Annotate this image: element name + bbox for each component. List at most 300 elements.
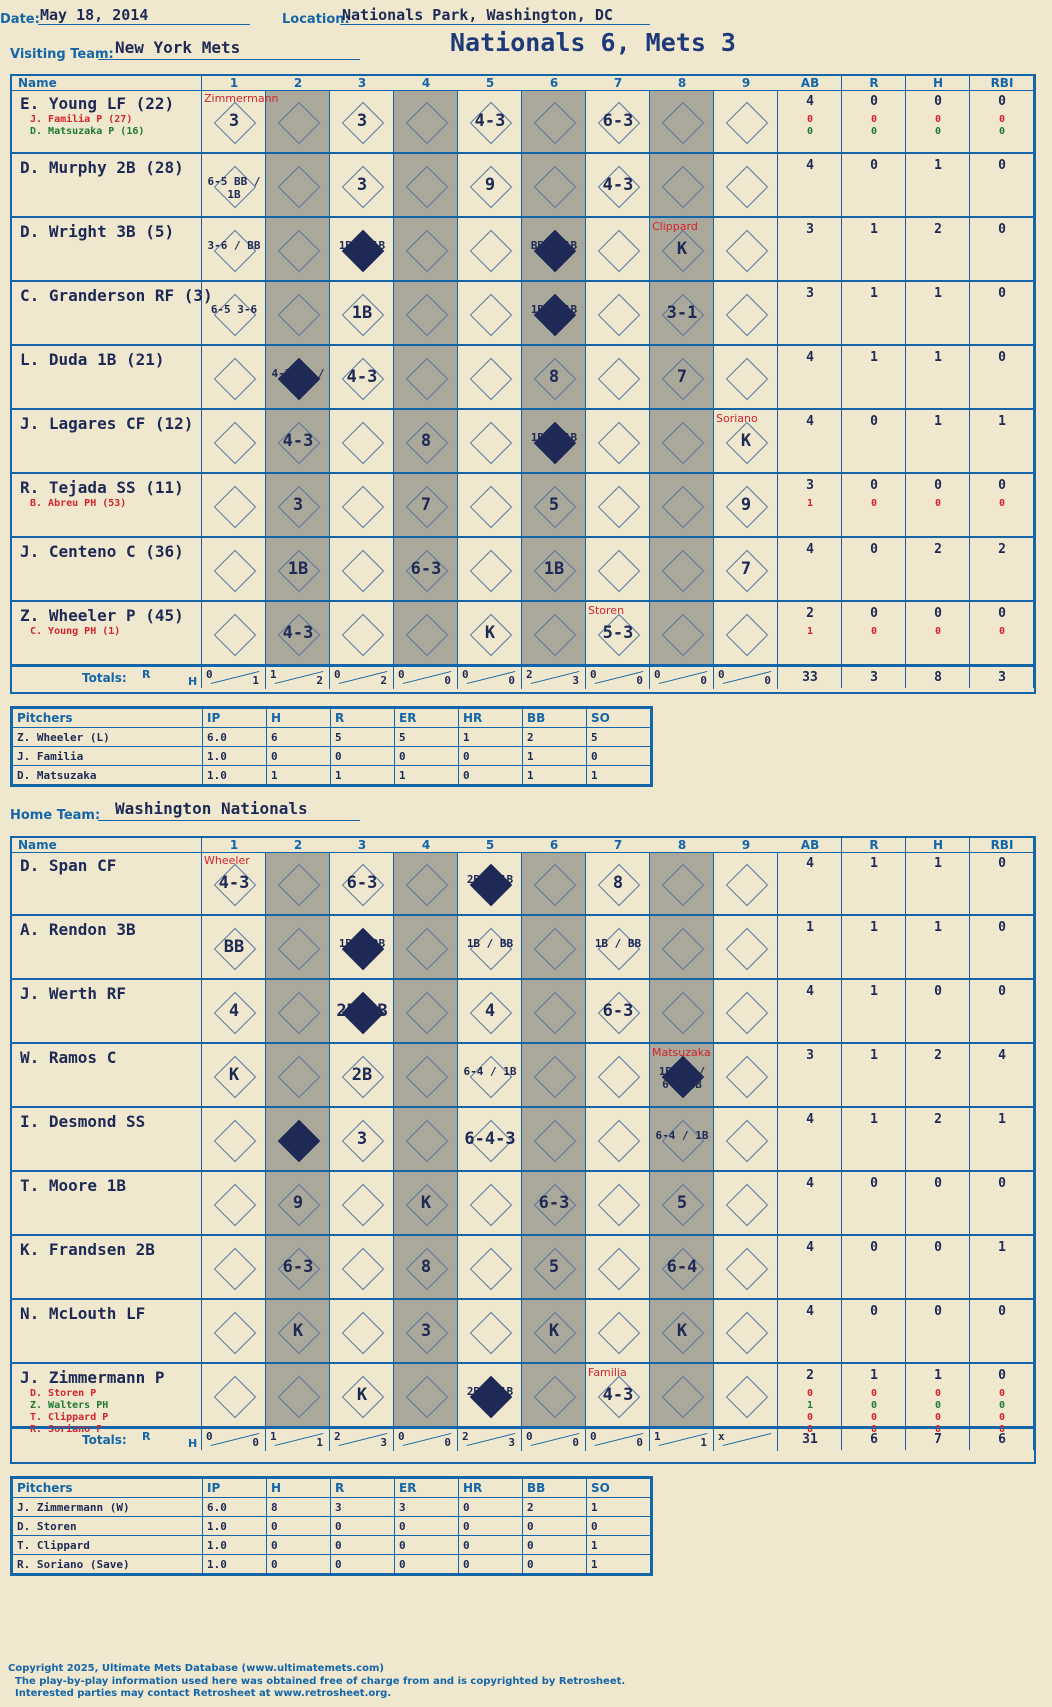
stat-r: 0 bbox=[870, 606, 878, 621]
home-scoresheet bbox=[10, 836, 1036, 1464]
inning-hits: 1 bbox=[316, 1436, 323, 1449]
base-diamond bbox=[470, 358, 512, 400]
base-diamond bbox=[470, 486, 512, 528]
substitute-stat: 0 bbox=[934, 1424, 942, 1435]
inning-hits: 3 bbox=[380, 1436, 387, 1449]
substitute-stat: 0 bbox=[934, 626, 942, 637]
inning-header-2: 2 bbox=[293, 838, 303, 852]
inning-runs: 0 bbox=[462, 668, 469, 681]
stat-r: 0 bbox=[870, 542, 878, 557]
stat-ab: 2 bbox=[806, 1368, 814, 1383]
play-result: 1B / BB bbox=[466, 937, 514, 950]
pitcher-stat: 0 bbox=[459, 766, 523, 785]
base-diamond bbox=[662, 422, 704, 464]
base-diamond bbox=[534, 928, 576, 970]
base-diamond bbox=[470, 294, 512, 336]
pitcher-row bbox=[13, 1555, 651, 1574]
retrosheet-contact-line: Interested parties may contact Retrosheet at www.retrosheet.org. bbox=[15, 1688, 392, 1699]
stat-ab: 3 bbox=[806, 478, 814, 493]
pitchers-header-r: R bbox=[331, 709, 395, 728]
base-diamond bbox=[662, 166, 704, 208]
base-diamond bbox=[278, 928, 320, 970]
pitcher-stat: 1 bbox=[587, 1555, 651, 1574]
stat-header-rbi: RBI bbox=[990, 76, 1014, 90]
substitute-name: J. Familia P (27) bbox=[30, 114, 133, 125]
base-diamond bbox=[726, 102, 768, 144]
pitcher-stat: 0 bbox=[459, 747, 523, 766]
inning-total bbox=[650, 667, 714, 689]
inning-hits: 0 bbox=[508, 674, 515, 687]
substitute-stat: 0 bbox=[934, 1412, 942, 1423]
play-result: 1B bbox=[543, 559, 565, 579]
home-team-value: Washington Nationals bbox=[115, 799, 308, 818]
base-diamond bbox=[534, 1376, 576, 1418]
pitcher-stat: 5 bbox=[331, 728, 395, 747]
play-result: 7 bbox=[740, 559, 752, 579]
substitute-stat: 0 bbox=[806, 1412, 814, 1423]
inning-total bbox=[522, 1429, 586, 1451]
pitcher-row bbox=[13, 766, 651, 785]
play-result: 3 bbox=[356, 111, 368, 131]
stat-r: 1 bbox=[870, 920, 878, 935]
play-result: 8 bbox=[420, 1257, 432, 1277]
inning-header-8: 8 bbox=[677, 76, 687, 90]
visiting-team-label: Visiting Team: bbox=[10, 47, 114, 62]
stat-rbi: 0 bbox=[998, 94, 1006, 109]
batter-row bbox=[12, 410, 1034, 474]
batter-row bbox=[12, 282, 1034, 346]
play-result: 1B bbox=[351, 303, 373, 323]
pitcher-stat: 0 bbox=[395, 1536, 459, 1555]
play-result: 4-3 2B / 1B bbox=[271, 367, 325, 393]
base-diamond bbox=[726, 230, 768, 272]
pitchers-header-pitchers: Pitchers bbox=[13, 709, 203, 728]
stat-h: 1 bbox=[934, 920, 942, 935]
pitcher-stat: 0 bbox=[331, 747, 395, 766]
play-result: 7 bbox=[420, 495, 432, 515]
inning-header-1: 1 bbox=[229, 76, 239, 90]
base-diamond bbox=[406, 358, 448, 400]
pitcher-name: J. Familia bbox=[13, 747, 203, 766]
base-diamond bbox=[726, 992, 768, 1034]
total-r: 6 bbox=[870, 1432, 878, 1447]
base-diamond bbox=[598, 1184, 640, 1226]
substitute-stat: 0 bbox=[870, 1400, 878, 1411]
base-diamond bbox=[342, 1312, 384, 1354]
base-diamond bbox=[214, 1248, 256, 1290]
play-result: 7 bbox=[676, 367, 688, 387]
inning-hits: 3 bbox=[508, 1436, 515, 1449]
inning-runs: 2 bbox=[462, 1430, 469, 1443]
batter-row bbox=[12, 916, 1034, 980]
substitute-stat: 0 bbox=[934, 498, 942, 509]
base-diamond bbox=[662, 102, 704, 144]
inning-total bbox=[586, 667, 650, 689]
base-diamond bbox=[726, 1248, 768, 1290]
pitchers-header-bb: BB bbox=[523, 1479, 587, 1498]
play-result: 4-3 bbox=[218, 873, 250, 893]
play-result: 6-3 bbox=[538, 1193, 570, 1213]
batter-row bbox=[12, 154, 1034, 218]
substitute-stat: 0 bbox=[806, 1388, 814, 1399]
pitcher-change-note: Storen bbox=[588, 604, 625, 617]
play-result: 5 bbox=[548, 495, 560, 515]
base-diamond bbox=[598, 1248, 640, 1290]
batter-row bbox=[12, 1108, 1034, 1172]
base-diamond bbox=[278, 1056, 320, 1098]
stat-header-r: R bbox=[869, 838, 879, 852]
inning-total bbox=[266, 1429, 330, 1451]
inning-runs: 0 bbox=[206, 1430, 213, 1443]
pitcher-stat: 1 bbox=[587, 766, 651, 785]
pitcher-stat: 1.0 bbox=[203, 1517, 267, 1536]
play-result: 3 bbox=[292, 495, 304, 515]
base-diamond bbox=[342, 614, 384, 656]
stat-r: 1 bbox=[870, 856, 878, 871]
batter-row bbox=[12, 980, 1034, 1044]
substitute-name: C. Young PH (1) bbox=[30, 626, 121, 637]
stat-ab: 4 bbox=[806, 984, 814, 999]
base-diamond bbox=[662, 1376, 704, 1418]
base-diamond bbox=[214, 1376, 256, 1418]
inning-total bbox=[202, 1429, 266, 1451]
pitcher-change-note: Soriano bbox=[716, 412, 758, 425]
name-header: Name bbox=[18, 838, 57, 852]
base-diamond bbox=[662, 614, 704, 656]
substitute-stat: 0 bbox=[998, 626, 1006, 637]
inning-runs: 0 bbox=[398, 668, 405, 681]
pitcher-change-note: Familia bbox=[588, 1366, 627, 1379]
pitcher-stat: 2 bbox=[523, 728, 587, 747]
batter-name: N. McLouth LF bbox=[20, 1304, 146, 1323]
batter-name: D. Span CF bbox=[20, 856, 117, 875]
stat-ab: 4 bbox=[806, 350, 814, 365]
visiting-underline bbox=[98, 59, 360, 60]
stat-ab: 4 bbox=[806, 94, 814, 109]
stat-h: 0 bbox=[934, 94, 942, 109]
inning-header-4: 4 bbox=[421, 838, 431, 852]
play-result: 3 bbox=[356, 175, 368, 195]
pitcher-stat: 5 bbox=[395, 728, 459, 747]
pitcher-stat: 0 bbox=[459, 1555, 523, 1574]
pitchers-grid bbox=[12, 1478, 651, 1574]
play-result: 4-3 bbox=[282, 431, 314, 451]
pitcher-row bbox=[13, 1536, 651, 1555]
inning-total bbox=[458, 1429, 522, 1451]
stat-r: 0 bbox=[870, 94, 878, 109]
base-diamond bbox=[406, 928, 448, 970]
base-diamond bbox=[726, 294, 768, 336]
base-diamond bbox=[534, 1120, 576, 1162]
stat-r: 1 bbox=[870, 222, 878, 237]
pitcher-stat: 0 bbox=[459, 1498, 523, 1517]
base-diamond bbox=[214, 1184, 256, 1226]
base-diamond bbox=[662, 992, 704, 1034]
stat-h: 0 bbox=[934, 1304, 942, 1319]
stat-ab: 2 bbox=[806, 606, 814, 621]
inning-runs: 0 bbox=[398, 1430, 405, 1443]
substitute-stat: 0 bbox=[806, 114, 814, 125]
substitute-stat: 0 bbox=[870, 1412, 878, 1423]
base-diamond bbox=[214, 422, 256, 464]
batter-name: K. Frandsen 2B bbox=[20, 1240, 155, 1259]
substitute-stat: 0 bbox=[806, 126, 814, 137]
pitcher-stat: 1 bbox=[267, 766, 331, 785]
pitcher-stat: 1 bbox=[587, 1498, 651, 1517]
stat-r: 0 bbox=[870, 478, 878, 493]
play-result: 6-3 bbox=[346, 873, 378, 893]
inning-total bbox=[202, 667, 266, 689]
stat-rbi: 0 bbox=[998, 1368, 1006, 1383]
stat-ab: 4 bbox=[806, 1112, 814, 1127]
base-diamond bbox=[278, 992, 320, 1034]
date-label: Date: bbox=[0, 12, 40, 27]
batter-name: J. Zimmermann P bbox=[20, 1368, 165, 1387]
base-diamond bbox=[598, 230, 640, 272]
stat-h: 1 bbox=[934, 286, 942, 301]
pitcher-row bbox=[13, 1517, 651, 1536]
play-result: 5-3 bbox=[602, 623, 634, 643]
base-diamond bbox=[214, 550, 256, 592]
pitcher-stat: 0 bbox=[523, 1555, 587, 1574]
stat-rbi: 0 bbox=[998, 350, 1006, 365]
pitchers-header-pitchers: Pitchers bbox=[13, 1479, 203, 1498]
substitute-name: B. Abreu PH (53) bbox=[30, 498, 127, 509]
stat-ab: 4 bbox=[806, 1176, 814, 1191]
base-diamond bbox=[278, 166, 320, 208]
play-result: 6-4 / 1B bbox=[655, 1129, 709, 1142]
stat-header-h: H bbox=[932, 76, 944, 90]
batter-row bbox=[12, 852, 1034, 916]
inning-hits: 3 bbox=[572, 674, 579, 687]
inning-header-5: 5 bbox=[485, 838, 495, 852]
stat-rbi: 0 bbox=[998, 856, 1006, 871]
inning-runs: x bbox=[718, 1430, 725, 1443]
base-diamond bbox=[214, 486, 256, 528]
substitute-name: R. Soriano P bbox=[30, 1424, 103, 1435]
batter-name: Z. Wheeler P (45) bbox=[20, 606, 184, 625]
inning-hits: 0 bbox=[764, 674, 771, 687]
inning-header-2: 2 bbox=[293, 76, 303, 90]
batter-row bbox=[12, 474, 1034, 538]
base-diamond bbox=[406, 1120, 448, 1162]
base-diamond bbox=[470, 1248, 512, 1290]
play-result: 6-3 bbox=[410, 559, 442, 579]
batter-name: D. Murphy 2B (28) bbox=[20, 158, 184, 177]
base-diamond bbox=[598, 1312, 640, 1354]
total-r: 3 bbox=[870, 670, 878, 685]
base-diamond bbox=[214, 614, 256, 656]
base-diamond bbox=[406, 166, 448, 208]
base-diamond bbox=[214, 1312, 256, 1354]
pitcher-stat: 1.0 bbox=[203, 1536, 267, 1555]
inning-runs: 0 bbox=[334, 668, 341, 681]
pitcher-stat: 3 bbox=[395, 1498, 459, 1517]
stat-r: 1 bbox=[870, 1048, 878, 1063]
stat-h: 1 bbox=[934, 1368, 942, 1383]
play-result: K bbox=[484, 623, 496, 643]
stat-h: 0 bbox=[934, 1176, 942, 1191]
base-diamond bbox=[598, 486, 640, 528]
batter-name: J. Centeno C (36) bbox=[20, 542, 184, 561]
pitcher-stat: 3 bbox=[331, 1498, 395, 1517]
substitute-stat: 0 bbox=[934, 114, 942, 125]
base-diamond bbox=[278, 230, 320, 272]
play-result: 1B / 2B 1B bbox=[338, 937, 386, 963]
base-diamond bbox=[214, 358, 256, 400]
pitcher-stat: 1.0 bbox=[203, 1555, 267, 1574]
base-diamond bbox=[534, 102, 576, 144]
batter-name: T. Moore 1B bbox=[20, 1176, 126, 1195]
base-diamond bbox=[214, 1120, 256, 1162]
stat-h: 0 bbox=[934, 606, 942, 621]
pitcher-stat: 0 bbox=[267, 1536, 331, 1555]
inning-runs: 1 bbox=[270, 668, 277, 681]
stat-h: 2 bbox=[934, 1112, 942, 1127]
pitchers-header-bb: BB bbox=[523, 709, 587, 728]
play-result: 6-3 bbox=[282, 1257, 314, 1277]
stat-h: 2 bbox=[934, 222, 942, 237]
totals-label: Totals: bbox=[82, 1433, 127, 1447]
play-result: 6-4 bbox=[666, 1257, 698, 1277]
base-diamond bbox=[534, 166, 576, 208]
base-diamond bbox=[342, 1248, 384, 1290]
batter-row bbox=[12, 90, 1034, 154]
inning-header-9: 9 bbox=[741, 838, 751, 852]
play-result: 6-4-3 bbox=[464, 1129, 516, 1149]
pitchers-header-ip: IP bbox=[203, 709, 267, 728]
pitcher-stat: 2 bbox=[523, 1498, 587, 1517]
pitcher-stat: 0 bbox=[523, 1517, 587, 1536]
stat-rbi: 0 bbox=[998, 222, 1006, 237]
totals-row bbox=[12, 1428, 1034, 1451]
stat-rbi: 0 bbox=[998, 1176, 1006, 1191]
stat-r: 1 bbox=[870, 286, 878, 301]
inning-header-7: 7 bbox=[613, 838, 623, 852]
stat-rbi: 0 bbox=[998, 478, 1006, 493]
total-h: 7 bbox=[934, 1432, 942, 1447]
batter-row bbox=[12, 602, 1034, 666]
play-result: 9 bbox=[292, 1193, 304, 1213]
play-result: 4 bbox=[484, 1001, 496, 1021]
pitchers-header-er: ER bbox=[395, 1479, 459, 1498]
pitcher-change-note: Zimmermann bbox=[204, 92, 279, 105]
inning-total bbox=[650, 1429, 714, 1451]
base-diamond bbox=[598, 422, 640, 464]
pitcher-stat: 1 bbox=[587, 1536, 651, 1555]
inning-runs: 0 bbox=[654, 668, 661, 681]
inning-hits: 1 bbox=[252, 674, 259, 687]
inning-header-9: 9 bbox=[741, 76, 751, 90]
play-result: 1B / BB bbox=[594, 937, 642, 950]
base-diamond bbox=[662, 864, 704, 906]
base-diamond bbox=[534, 1056, 576, 1098]
pitchers-header-hr: HR bbox=[459, 709, 523, 728]
pitchers-header-so: SO bbox=[587, 1479, 651, 1498]
inning-hits: 0 bbox=[252, 1436, 259, 1449]
location-value: Nationals Park, Washington, DC bbox=[342, 6, 613, 24]
pitcher-change-note: Matsuzaka bbox=[652, 1046, 711, 1059]
play-result: 2B bbox=[351, 1065, 373, 1085]
base-diamond bbox=[726, 614, 768, 656]
pitchers-grid bbox=[12, 708, 651, 785]
totals-r-label: R bbox=[142, 1430, 151, 1443]
total-h: 8 bbox=[934, 670, 942, 685]
inning-hits: 0 bbox=[444, 674, 451, 687]
pitcher-stat: 0 bbox=[523, 1536, 587, 1555]
play-result: 6-3 bbox=[602, 1001, 634, 1021]
substitute-stat: 0 bbox=[934, 126, 942, 137]
inning-hits: 2 bbox=[316, 674, 323, 687]
base-diamond bbox=[726, 864, 768, 906]
location-label: Location: bbox=[282, 12, 350, 27]
play-result: 1B PB / 6-4 BB bbox=[658, 1065, 706, 1091]
inning-header-3: 3 bbox=[357, 76, 367, 90]
base-diamond bbox=[342, 422, 384, 464]
play-result: K bbox=[548, 1321, 560, 1341]
stat-rbi: 1 bbox=[998, 414, 1006, 429]
play-result: 4-3 bbox=[602, 1385, 634, 1405]
base-diamond bbox=[598, 1056, 640, 1098]
inning-runs: 0 bbox=[206, 668, 213, 681]
stat-r: 0 bbox=[870, 158, 878, 173]
substitute-stat: 0 bbox=[998, 126, 1006, 137]
batter-name: A. Rendon 3B bbox=[20, 920, 136, 939]
batter-name: R. Tejada SS (11) bbox=[20, 478, 184, 497]
pitcher-stat: 5 bbox=[587, 728, 651, 747]
play-result: 4 bbox=[228, 1001, 240, 1021]
inning-total bbox=[266, 667, 330, 689]
substitute-name: T. Clippard P bbox=[30, 1412, 109, 1423]
stat-h: 1 bbox=[934, 350, 942, 365]
play-result: 4-3 bbox=[474, 111, 506, 131]
stat-r: 0 bbox=[870, 1240, 878, 1255]
substitute-stat: 0 bbox=[934, 1400, 942, 1411]
base-diamond bbox=[470, 1312, 512, 1354]
inning-runs: 2 bbox=[526, 668, 533, 681]
home-underline bbox=[98, 820, 360, 821]
inning-hits: 0 bbox=[700, 674, 707, 687]
pitcher-stat: 8 bbox=[267, 1498, 331, 1517]
inning-hits: 0 bbox=[444, 1436, 451, 1449]
inning-header-1: 1 bbox=[229, 838, 239, 852]
substitute-stat: 0 bbox=[806, 1424, 814, 1435]
substitute-stat: 0 bbox=[870, 114, 878, 125]
play-result: 2B / 1B 1B bbox=[466, 1385, 514, 1411]
play-result: 3-1 bbox=[666, 303, 698, 323]
base-diamond bbox=[534, 614, 576, 656]
stat-rbi: 0 bbox=[998, 158, 1006, 173]
stat-r: 1 bbox=[870, 350, 878, 365]
play-result: K bbox=[740, 431, 752, 451]
totals-h-label: H bbox=[188, 1437, 198, 1450]
pitcher-stat: 1.0 bbox=[203, 766, 267, 785]
substitute-stat: 0 bbox=[998, 1388, 1006, 1399]
stat-r: 0 bbox=[870, 1304, 878, 1319]
pitcher-stat: 1 bbox=[523, 747, 587, 766]
pitcher-row bbox=[13, 1498, 651, 1517]
inning-total bbox=[714, 667, 778, 689]
batter-name: I. Desmond SS bbox=[20, 1112, 146, 1131]
inning-hits: 2 bbox=[380, 674, 387, 687]
inning-total bbox=[714, 1429, 778, 1451]
pitcher-stat: 0 bbox=[267, 747, 331, 766]
totals-row bbox=[12, 666, 1034, 689]
play-result: K bbox=[676, 1321, 688, 1341]
inning-total bbox=[458, 667, 522, 689]
play-result: K bbox=[356, 1385, 368, 1405]
play-result: 5 bbox=[676, 1193, 688, 1213]
